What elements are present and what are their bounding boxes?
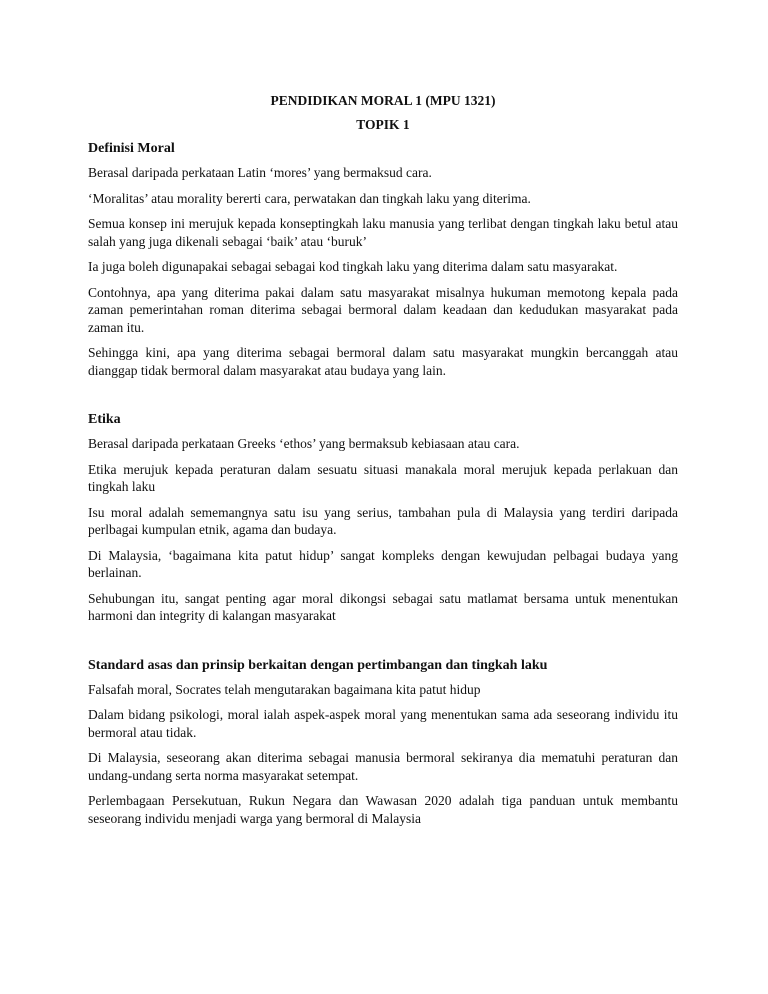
section-etika (88, 411, 678, 625)
paragraph: Semua konsep ini merujuk kepada konseptingkah laku manusia yang terlibat dengan tingkah laku betul atau salah yang juga dikenali sebagai ‘baik’ atau ‘buruk’ (88, 216, 678, 249)
paragraph: Sehubungan itu, sangat penting agar moral dikongsi sebagai satu matlamat bersama untuk menentukan harmoni dan integrity di kalangan masyarakat (88, 590, 678, 623)
paragraph: Di Malaysia, seseorang akan diterima sebagai manusia bermoral sekiranya dia mematuhi peraturan dan undang-undang serta norma masyarakat setempat. (88, 750, 678, 783)
paragraph: Isu moral adalah sememangnya satu isu yang serius, tambahan pula di Malaysia yang terdiri daripada perlbagai kumpulan etnik, agama dan budaya. (88, 504, 678, 537)
paragraph: Dalam bidang psikologi, moral ialah aspek-aspek moral yang menentukan sama ada seseorang individu itu bermoral atau tidak. (88, 707, 678, 740)
paragraph: Berasal daripada perkataan Greeks ‘ethos’ yang bermaksub kebiasaan atau cara. (88, 436, 520, 451)
section-definisi-moral (88, 140, 678, 379)
document-title: PENDIDIKAN MORAL 1 (MPU 1321) (270, 93, 496, 108)
paragraph: Sehingga kini, apa yang diterima sebagai bermoral dalam satu masyarakat mungkin bercanggah atau dianggap tidak bermoral dalam masyarakat atau budaya yang lain. (88, 345, 678, 378)
section-spacer (88, 633, 678, 657)
paragraph: ‘Moralitas’ atau morality bererti cara, perwatakan dan tingkah laku yang diterima. (88, 190, 531, 206)
section-heading: Standard asas dan prinsip berkaitan dengan pertimbangan dan tingkah laku (88, 657, 548, 673)
section-spacer (88, 387, 678, 411)
paragraph: Perlembagaan Persekutuan, Rukun Negara dan Wawasan 2020 adalah tiga panduan untuk membantu seseorang individu menjadi warga yang bermoral di Malaysia (88, 793, 678, 826)
paragraph: Etika merujuk kepada peraturan dalam sesuatu situasi manakala moral merujuk kepada perlakuan dan tingkah laku (88, 461, 678, 494)
paragraph: Ia juga boleh digunapakai sebagai sebagai kod tingkah laku yang diterima dalam satu masyarakat. (88, 259, 618, 274)
document-body (88, 92, 678, 835)
paragraph: Di Malaysia, ‘bagaimana kita patut hidup’ sangat kompleks dengan kewujudan pelbagai budaya yang berlainan. (88, 547, 678, 580)
section-heading: Etika (88, 412, 121, 427)
paragraph: Falsafah moral, Socrates telah mengutarakan bagaimana kita patut hidup (88, 681, 481, 697)
section-standard-asas (88, 657, 678, 828)
document-subtitle: TOPIK 1 (356, 117, 410, 132)
section-heading: Definisi Moral (88, 141, 175, 156)
paragraph: Contohnya, apa yang diterima pakai dalam satu masyarakat misalnya hukuman memotong kepala pada zaman pemerintahan roman diterima sebagai bermoral dalam keadaan dan kedudukan masyarakat pada zaman itu. (88, 284, 678, 335)
paragraph: Berasal daripada perkataan Latin ‘mores’ yang bermaksud cara. (88, 165, 432, 180)
